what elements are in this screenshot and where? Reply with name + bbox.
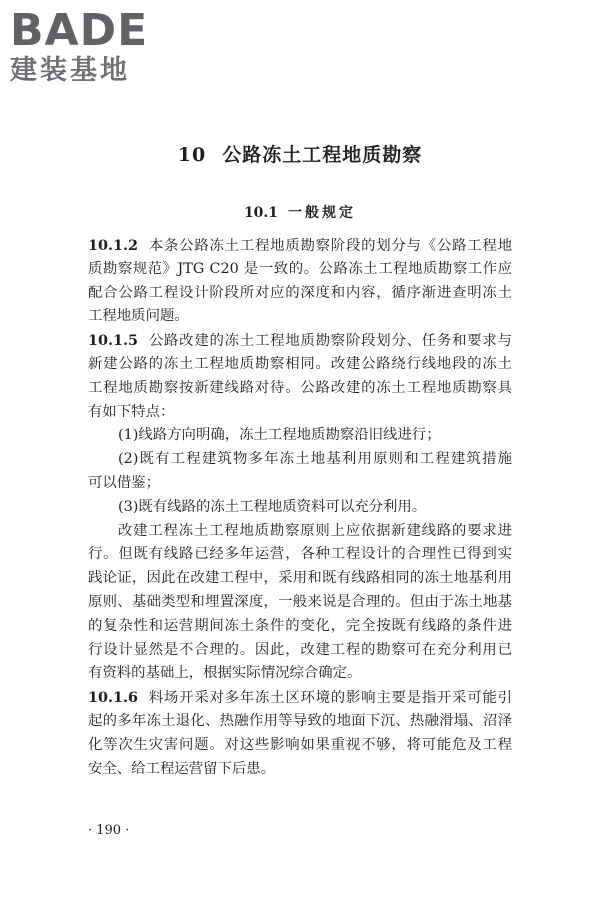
- section-title-text: 一般规定: [288, 205, 357, 221]
- text-line: 质勘察规范》JTG C20 是一致的。公路冻土工程地质勘察工作应: [88, 260, 512, 277]
- text-line: 配合公路工程设计阶段所对应的深度和内容，循序渐进查明冻土: [88, 284, 512, 301]
- text-line: 工程地质勘察按新建线路对待。公路改建的冻土工程地质勘察具: [88, 379, 512, 396]
- text-line: 原则、基础类型和埋置深度，一般来说是合理的。但由于冻土地基: [88, 593, 512, 610]
- text-line: 安全、给工程运营留下后患。: [88, 760, 276, 777]
- section-title: [0, 202, 600, 222]
- text-line: 化等次生灾害问题。对这些影响如果重视不够，将可能危及工程: [88, 736, 512, 753]
- text-line: 行。但既有线路已经多年运营，各种工程设计的合理性已得到实: [88, 546, 512, 563]
- list-item: (2)既有工程建筑物多年冻土地基利用原则和工程建筑措施: [118, 451, 512, 468]
- text-line: 10.1.5 公路改建的冻土工程地质勘察阶段划分、任务和要求与: [88, 332, 512, 350]
- logo-brand: BADE: [10, 5, 149, 56]
- chapter-number: 10: [177, 144, 207, 166]
- clause-number: 10.1.6: [88, 689, 139, 707]
- text-line: 行设计显然是不合理的。因此，改建工程的勘察可在充分利用已: [88, 641, 512, 658]
- text-line: 10.1.2 本条公路冻土工程地质勘察阶段的划分与《公路工程地: [88, 237, 512, 254]
- clause-number: 10.1.2: [88, 237, 139, 254]
- text-line: 起的多年冻土退化、热融作用等导致的地面下沉、热融滑塌、沼泽: [88, 712, 512, 729]
- section-number: 10.1: [243, 205, 279, 221]
- text-line: 有如下特点：: [88, 403, 175, 420]
- chapter-title: [0, 140, 600, 167]
- text-line: 改建工程冻土工程地质勘察原则上应依据新建线路的要求进: [118, 522, 512, 539]
- body-text: [88, 234, 512, 781]
- text-line: 践论证，因此在改建工程中，采用和既有线路相同的冻土地基利用: [88, 570, 512, 587]
- list-item-continuation: 可以借鉴；: [88, 474, 160, 491]
- text-line: 10.1.6 料场开采对多年冻土区环境的影响主要是指开采可能引: [88, 689, 512, 707]
- text-line: 的复杂性和运营期间冻土条件的变化，完全按既有线路的条件进: [88, 617, 512, 634]
- chapter-title-text: 公路冻土工程地质勘察: [222, 144, 423, 166]
- text-line: 工程地质问题。: [88, 308, 189, 325]
- text-line: 有资料的基础上，根据实际情况综合确定。: [88, 665, 362, 682]
- list-item: (1)线路方向明确，冻土工程地质勘察沿旧线进行；: [118, 427, 441, 444]
- text-line: 新建公路的冻土工程地质勘察相同。改建公路绕行线地段的冻土: [88, 355, 512, 372]
- logo-subtitle: 建装基地: [10, 55, 130, 86]
- list-item: (3)既有线路的冻土工程地质资料可以充分利用。: [118, 498, 427, 515]
- logo: [10, 5, 180, 86]
- page-number: · 190 ·: [88, 823, 130, 838]
- clause-number: 10.1.5: [88, 332, 139, 350]
